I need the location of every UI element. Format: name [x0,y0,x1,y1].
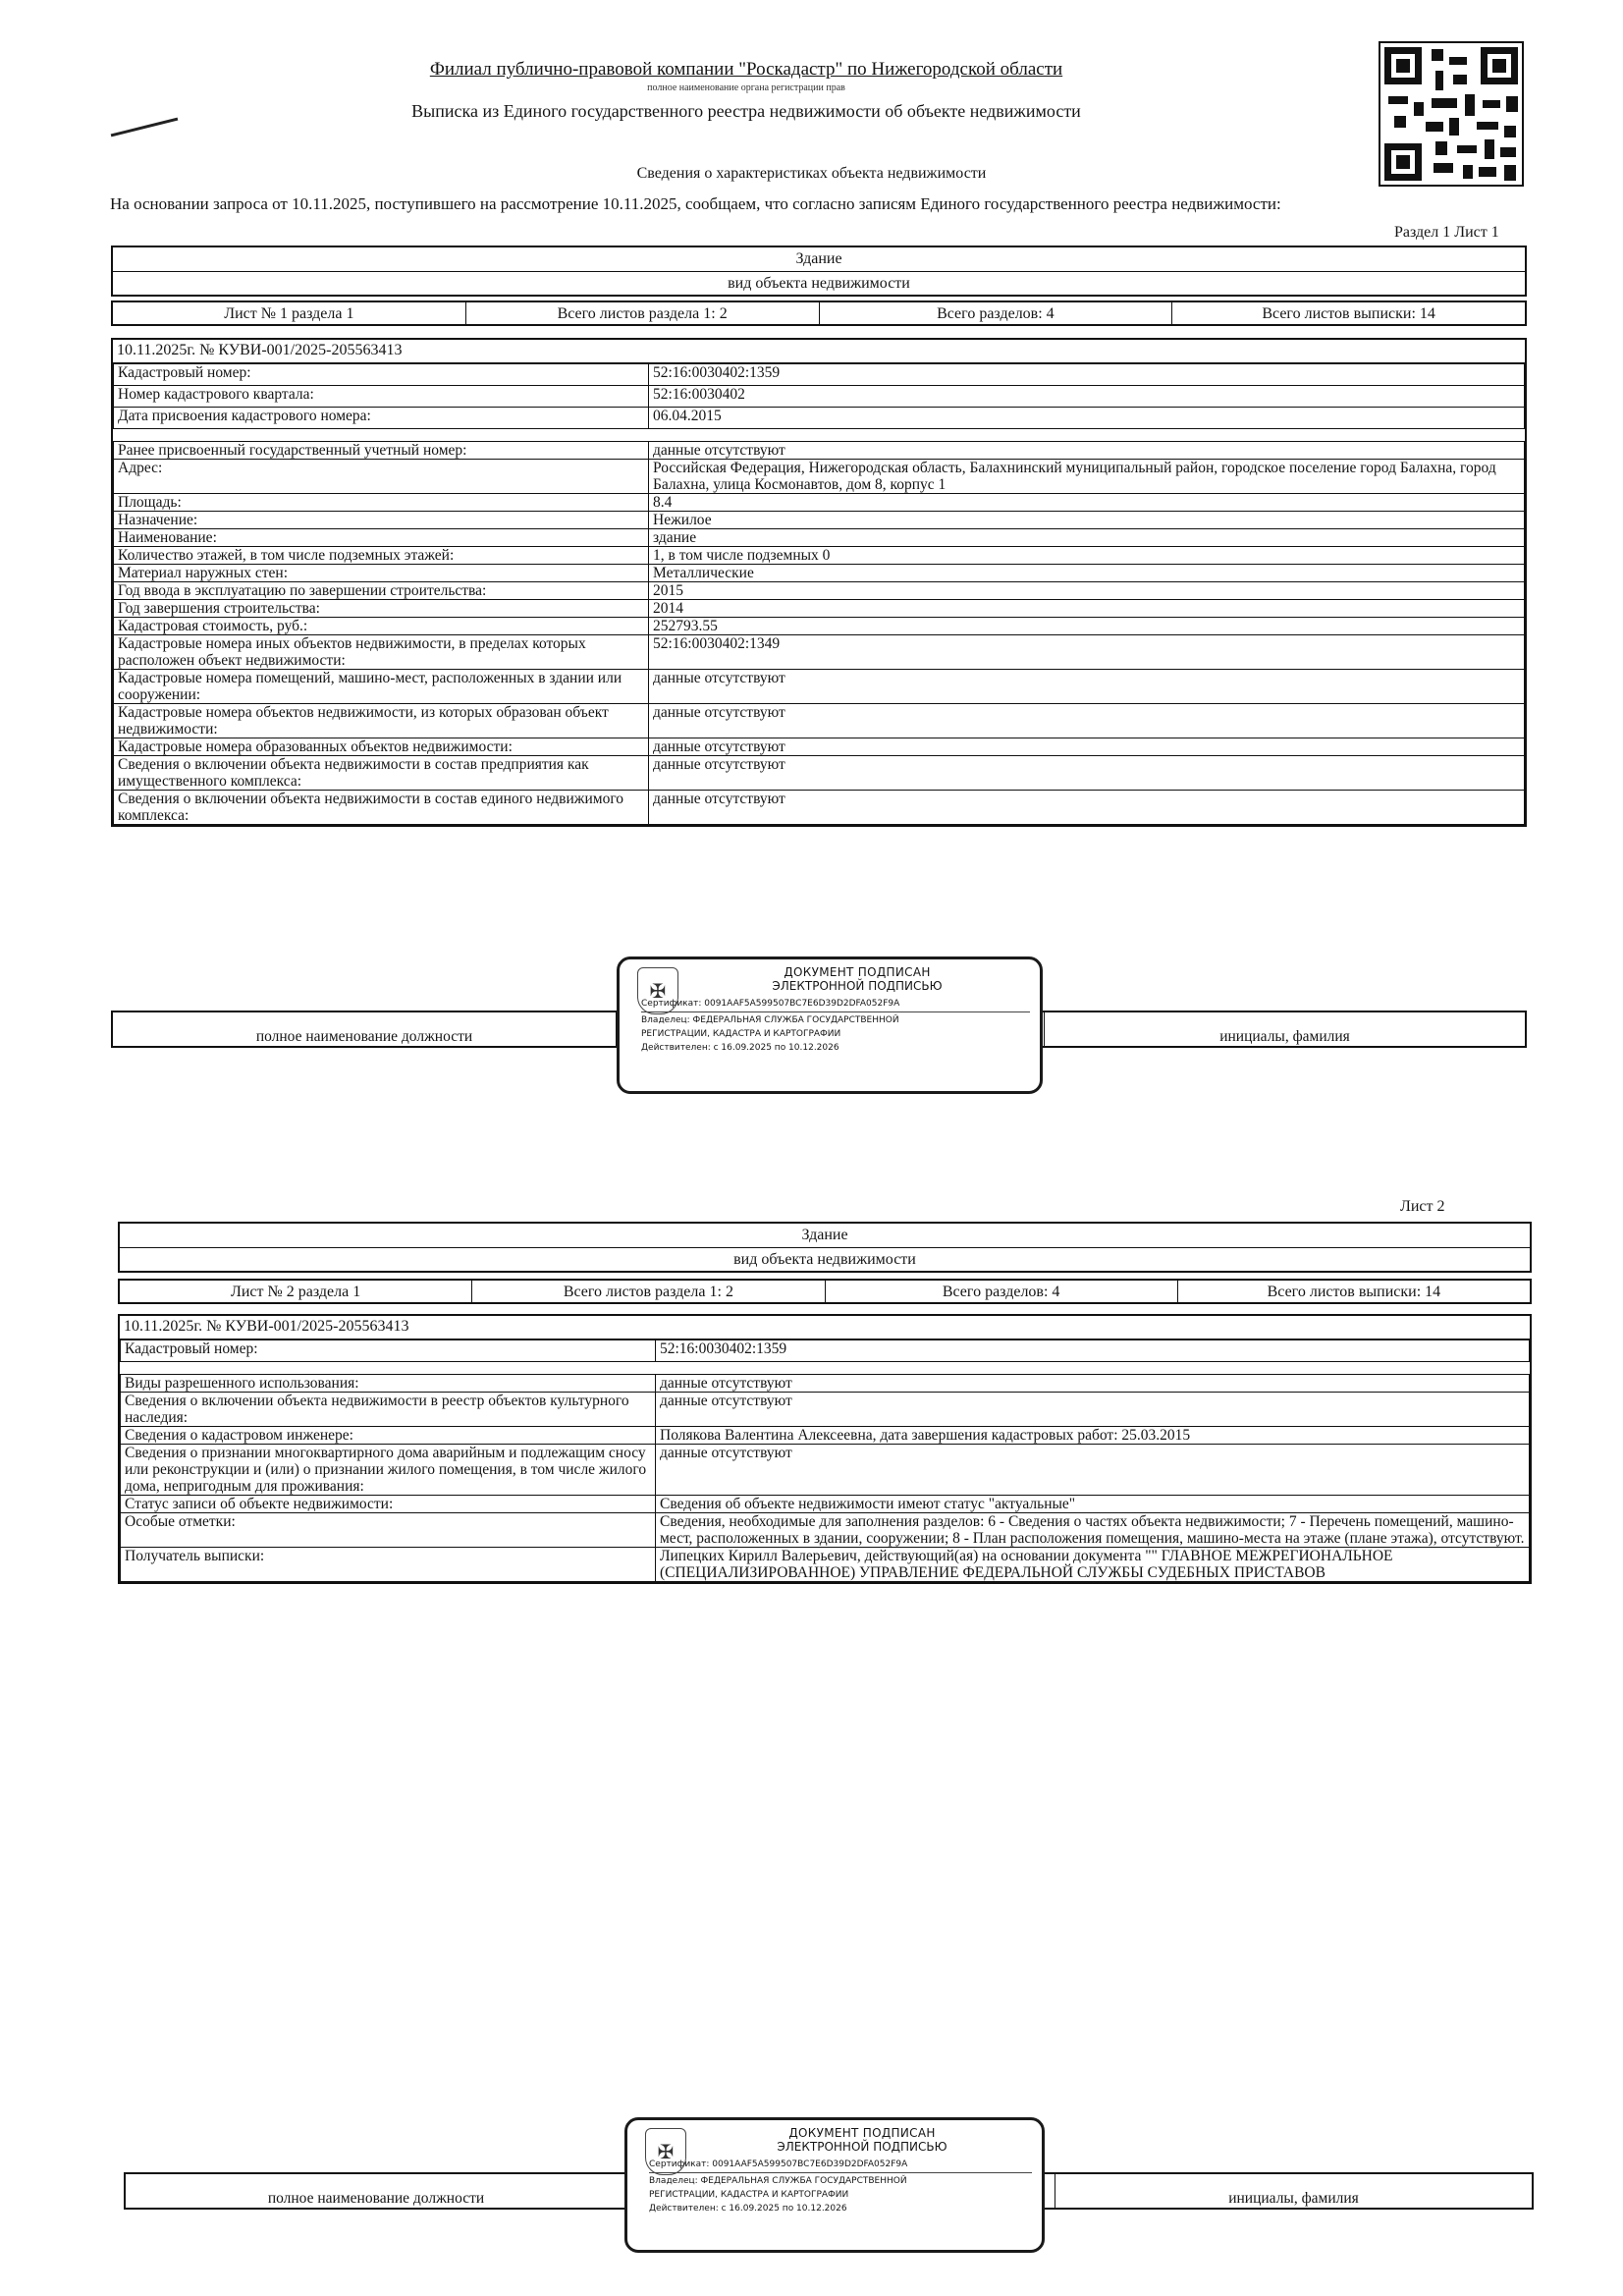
sheet2-doc-number: 10.11.2025г. № КУВИ-001/2025-205563413 [120,1316,1530,1339]
row-label: Кадастровый номер: [114,364,649,386]
row-label: Год ввода в эксплуатацию по завершении строительства: [114,582,649,600]
row-label: Кадастровые номера объектов недвижимости, из которых образован объект недвижимости: [114,704,649,738]
sheet1-main-box [111,338,1527,827]
row-label: Наименование: [114,529,649,547]
row-value: 2015 [649,582,1525,600]
section-title: Сведения о характеристиках объекта недвижимости [636,165,987,182]
row-label: Сведения о включении объекта недвижимости в реестр объектов культурного наследия: [121,1393,656,1427]
stamp-owner1: Владелец: ФЕДЕРАЛЬНАЯ СЛУЖБА ГОСУДАРСТВЕННОЙ [641,1015,899,1025]
table-row [114,670,1525,704]
row-value: Сведения об объекте недвижимости имеют статус "актуальные" [656,1496,1530,1513]
sheet2-name-caption: инициалы, фамилия [1055,2174,1532,2208]
table-row [114,635,1525,670]
stamp-line2: ЭЛЕКТРОННОЙ ПОДПИСЬЮ [772,979,943,993]
sheet2-object-type: Здание [801,1227,848,1243]
row-value: Полякова Валентина Алексеевна, дата завершения кадастровых работ: 25.03.2015 [656,1427,1530,1445]
document-header [108,59,1384,122]
table-row [121,1548,1530,1582]
sheet1-object-type-caption: вид объекта недвижимости [113,271,1525,295]
row-label: Сведения о включении объекта недвижимости в состав единого недвижимого комплекса: [114,791,649,825]
table-row [114,704,1525,738]
stamp-owner2: РЕГИСТРАЦИИ, КАДАСТРА И КАРТОГРАФИИ [641,1029,841,1039]
sheet1-meta-sheet: Лист № 1 раздела 1 [224,305,354,322]
row-label: Ранее присвоенный государственный учетный номер: [114,442,649,460]
row-label: Адрес: [114,460,649,494]
sheet2-object-type-caption: вид объекта недвижимости [120,1247,1530,1271]
row-label: Дата присвоения кадастрового номера: [114,408,649,429]
stamp-certificate: Сертификат: 0091AAF5A599507BC7E6D39D2DFA052F9A [649,2159,908,2169]
row-label: Кадастровые номера образованных объектов недвижимости: [114,738,649,756]
sheet2-position-caption: полное наименование должности [267,2190,485,2207]
table-row [114,364,1525,386]
table-row [121,1496,1530,1513]
sheet1-object-type-frame [111,246,1527,297]
sheet2-table-b [120,1374,1530,1582]
stamp-owner1: Владелец: ФЕДЕРАЛЬНАЯ СЛУЖБА ГОСУДАРСТВЕННОЙ [649,2176,907,2186]
table-row [114,512,1525,529]
emblem-icon: ✠ [637,967,678,1014]
row-label: Сведения о кадастровом инженере: [121,1427,656,1445]
row-label: Материал наружных стен: [114,565,649,582]
row-label: Кадастровые номера помещений, машино-мест, расположенных в здании или сооружении: [114,670,649,704]
org-subtitle: полное наименование органа регистрации прав [647,82,845,93]
table-row [121,1340,1530,1362]
extract-title: Выписка из Единого государственного реестра недвижимости об объекте недвижимости [411,101,1081,121]
table-row [114,756,1525,791]
sheet2-meta-sections: Всего разделов: 4 [825,1281,1177,1302]
sheet2-esign-stamp [624,2117,1045,2253]
table-row [114,582,1525,600]
stamp-line1: ДОКУМЕНТ ПОДПИСАН [788,2126,936,2140]
row-value: Металлические [649,565,1525,582]
stamp-owner2: РЕГИСТРАЦИИ, КАДАСТРА И КАРТОГРАФИИ [649,2190,849,2200]
row-value: данные отсутствуют [649,670,1525,704]
sheet1-meta-section-sheets: Всего листов раздела 1: 2 [465,302,819,324]
row-label: Особые отметки: [121,1513,656,1548]
row-label: Кадастровые номера иных объектов недвижимости, в пределах которых расположен объект недвижимости: [114,635,649,670]
sheet1-meta-row [111,301,1527,326]
row-value: 252793.55 [649,618,1525,635]
stamp-line1: ДОКУМЕНТ ПОДПИСАН [784,965,931,979]
sheet2-main-box [118,1314,1532,1584]
row-label: Статус записи об объекте недвижимости: [121,1496,656,1513]
row-value: данные отсутствуют [656,1393,1530,1427]
table-row [114,460,1525,494]
sheet2-label: Лист 2 [1400,1198,1445,1215]
row-value: данные отсутствуют [656,1375,1530,1393]
table-row [114,738,1525,756]
row-label: Площадь: [114,494,649,512]
sheet1-doc-number: 10.11.2025г. № КУВИ-001/2025-205563413 [113,340,1525,363]
sheet2-meta-section-sheets: Всего листов раздела 1: 2 [471,1281,824,1302]
row-label: Назначение: [114,512,649,529]
sheet2-object-type-frame [118,1222,1532,1273]
sheet2-table-a [120,1339,1530,1362]
table-row [114,547,1525,565]
sheet2-meta-total-sheets: Всего листов выписки: 14 [1177,1281,1530,1302]
sheet2-meta-row [118,1279,1532,1304]
row-value: 52:16:0030402:1359 [649,364,1525,386]
table-row [114,791,1525,825]
row-label: Виды разрешенного использования: [121,1375,656,1393]
sheet1-meta-sections: Всего разделов: 4 [819,302,1172,324]
table-row [114,494,1525,512]
row-value: Сведения, необходимые для заполнения разделов: 6 - Сведения о частях объекта недвижимости; 7 - Перечень помещений, машино-мест, расположенных в здании, сооружении; 8 - План расположения помещения, машино-места на этаже (плане этажа), отсутствуют. [656,1513,1530,1548]
table-row [114,565,1525,582]
row-label: Номер кадастрового квартала: [114,386,649,408]
table-row [114,600,1525,618]
sheet1-name-caption: инициалы, фамилия [1044,1012,1525,1046]
stamp-valid: Действителен: с 16.09.2025 по 10.12.2026 [649,2204,847,2214]
row-value: 2014 [649,600,1525,618]
row-value: данные отсутствуют [649,704,1525,738]
emblem-icon: ✠ [645,2128,686,2175]
org-name: Филиал публично-правовой компании "Роскадастр" по Нижегородской области [429,59,1063,80]
table-row [121,1513,1530,1548]
table-row [114,386,1525,408]
sheet1-table-b [113,441,1525,825]
sheet1-esign-stamp [617,957,1043,1094]
qr-finder-tr [1481,47,1518,84]
row-value: 52:16:0030402 [649,386,1525,408]
table-row [114,529,1525,547]
table-row [121,1445,1530,1496]
row-value: 06.04.2015 [649,408,1525,429]
table-row [114,618,1525,635]
row-label: Сведения о включении объекта недвижимости в состав предприятия как имущественного комплекса: [114,756,649,791]
qr-finder-tl [1384,47,1422,84]
stamp-line2: ЭЛЕКТРОННОЙ ПОДПИСЬЮ [777,2140,947,2154]
row-label: Год завершения строительства: [114,600,649,618]
sheet1-object-type: Здание [795,250,842,267]
row-value: данные отсутствуют [649,756,1525,791]
table-row [114,408,1525,429]
row-label: Кадастровый номер: [121,1340,656,1362]
sheet1-position-caption: полное наименование должности [255,1028,473,1045]
row-value: здание [649,529,1525,547]
table-row [121,1393,1530,1427]
stamp-valid: Действителен: с 16.09.2025 по 10.12.2026 [641,1043,839,1053]
row-value: 52:16:0030402:1359 [656,1340,1530,1362]
row-label: Сведения о признании многоквартирного дома аварийным и подлежащим сносу или реконструкции и (или) о признании жилого помещения, в том числе жилого дома, непригодным для проживания: [121,1445,656,1496]
sheet1-table-a [113,363,1525,429]
request-line: На основании запроса от 10.11.2025, поступившего на рассмотрение 10.11.2025, сообщаем, что согласно записям Единого государственного реестра недвижимости: [110,194,1281,213]
stamp-certificate: Сертификат: 0091AAF5A599507BC7E6D39D2DFA052F9A [641,999,900,1009]
row-value: Липецких Кирилл Валерьевич, действующий(ая) на основании документа "" ГЛАВНОЕ МЕЖРЕГИОНАЛЬНОЕ (СПЕЦИАЛИЗИРОВАННОЕ) УПРАВЛЕНИЕ ФЕДЕРАЛЬНОЙ СЛУЖБЫ СУДЕБНЫХ ПРИСТАВОВ [656,1548,1530,1582]
sheet2-meta-sheet: Лист № 2 раздела 1 [231,1284,361,1300]
sheet1-meta-total-sheets: Всего листов выписки: 14 [1171,302,1525,324]
row-value: данные отсутствуют [649,738,1525,756]
row-label: Количество этажей, в том числе подземных этажей: [114,547,649,565]
row-value: Российская Федерация, Нижегородская область, Балахнинский муниципальный район, городское поселение город Балахна, город Балахна, улица Космонавтов, дом 8, корпус 1 [649,460,1525,494]
table-row [114,442,1525,460]
row-value: данные отсутствуют [656,1445,1530,1496]
table-row [121,1375,1530,1393]
row-value: 8.4 [649,494,1525,512]
row-label: Кадастровая стоимость, руб.: [114,618,649,635]
row-value: 52:16:0030402:1349 [649,635,1525,670]
row-value: 1, в том числе подземных 0 [649,547,1525,565]
row-value: данные отсутствуют [649,791,1525,825]
row-value: Нежилое [649,512,1525,529]
table-row [121,1427,1530,1445]
sheet1-section-label: Раздел 1 Лист 1 [1394,224,1499,241]
row-value: данные отсутствуют [649,442,1525,460]
row-label: Получатель выписки: [121,1548,656,1582]
